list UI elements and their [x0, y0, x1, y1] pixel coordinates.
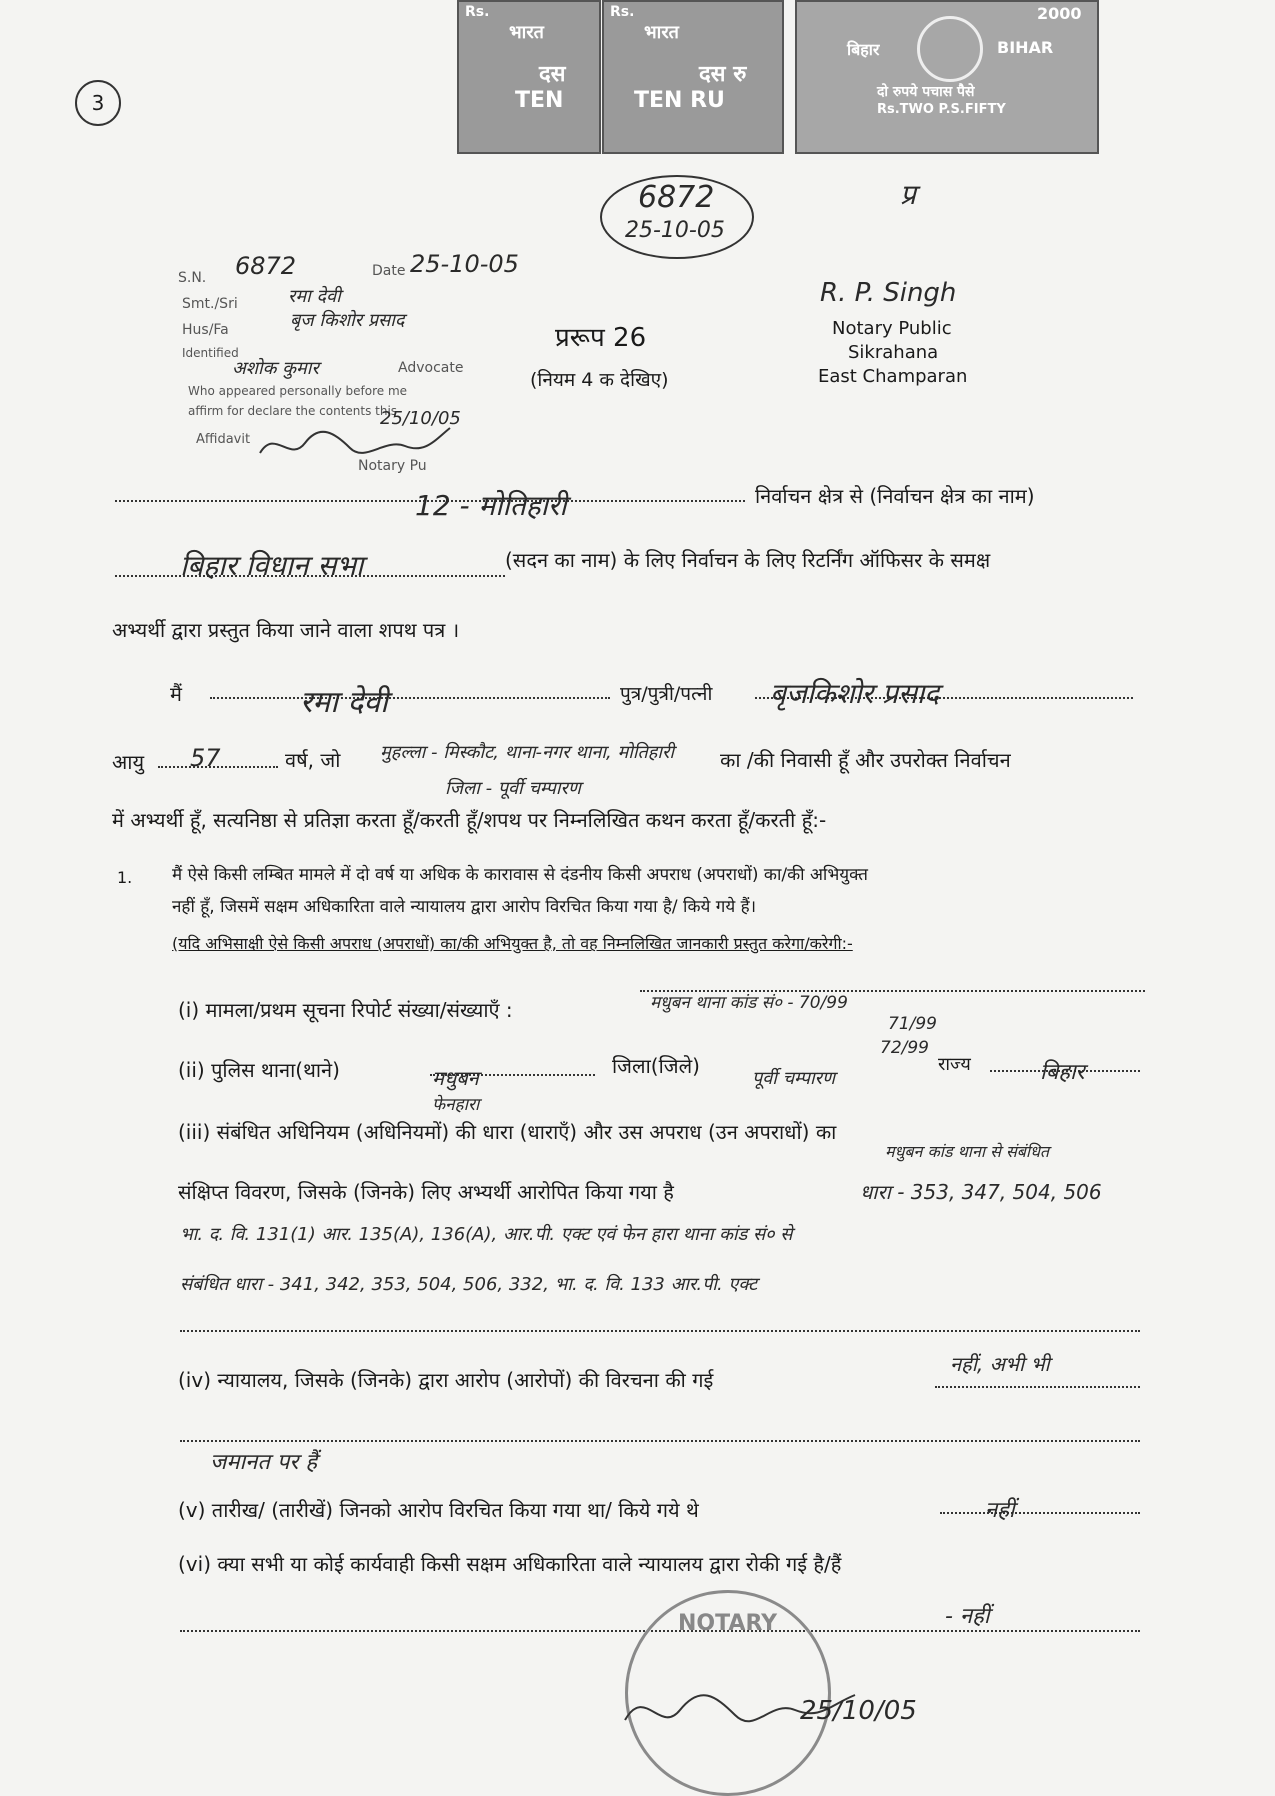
i-label: मैं	[170, 682, 182, 706]
initials: प्र	[900, 178, 916, 211]
field-vi-label: (vi) क्या सभी या कोई कार्यवाही किसी सक्षम अधिकारिता वाले न्यायालय द्वारा रोकी गई है/हैं	[178, 1552, 842, 1576]
serial-number: 6872	[638, 180, 715, 215]
item-number: 1.	[117, 868, 133, 887]
smt-value: रमा देवी	[288, 286, 341, 307]
field-iii-value-top: मधुबन कांड थाना से संबंधित	[885, 1142, 1050, 1161]
stamp-value-en: Rs.TWO P.S.FIFTY	[877, 102, 1006, 117]
field-iv-value-2: जमानत पर हैं	[210, 1450, 318, 1475]
field-iii-dots	[180, 1330, 1140, 1332]
affidavit-label: Affidavit	[196, 432, 251, 447]
field-v-dots	[940, 1512, 1140, 1514]
stamp-ten-rupees-2	[602, 0, 784, 154]
identified-label: Identified	[182, 346, 239, 360]
seal-text: NOTARY	[678, 1611, 778, 1636]
notary-pu-label: Notary Pu	[358, 458, 427, 474]
address-value: मुहल्ला - मिस्कौट, थाना-नगर थाना, मोतिहारी	[380, 742, 675, 763]
candidate-name: रमा देवी	[300, 685, 388, 720]
husband-value: बृज किशोर प्रसाद	[290, 310, 405, 331]
item1-note: (यदि अभिसाक्षी ऐसे किसी अपराध (अपराधों) का/की अभियुक्त है, तो वह निम्नलिखित जानकारी प्रस्तुत करेगा/करेगी:-	[172, 934, 853, 953]
stamp-value-en: TEN	[515, 88, 564, 113]
age-label: आयु	[112, 750, 145, 774]
stamp-value-en: TEN RU	[634, 88, 725, 113]
field-iii-detail-1: भा. द. वि. 131(1) आर. 135(A), 136(A), आर.पी. एक्ट एवं फेन हारा थाना कांड सं० से	[180, 1224, 793, 1245]
stamp-value-hi: दस रु	[699, 62, 747, 87]
address-value-2: जिला - पूर्वी चम्पारण	[445, 778, 581, 799]
date-label: Date	[372, 263, 406, 279]
sn-value: 6872	[235, 252, 297, 280]
form-title: प्ररूप 26	[555, 323, 647, 353]
stamp-rs-label: Rs.	[610, 4, 635, 20]
stamp-rs-label: Rs.	[465, 4, 490, 20]
date-value: 25-10-05	[410, 250, 519, 278]
field-iii-label-2: संक्षिप्त विवरण, जिसके (जिनके) लिए अभ्यर्थी आरोपित किया गया है	[178, 1180, 674, 1204]
husband-label: Hus/Fa	[182, 322, 229, 338]
police-station-2: फेनहारा	[432, 1095, 480, 1115]
stamp-ten-rupees-1	[457, 0, 601, 154]
stamp-value-hi: दस	[539, 62, 566, 87]
field-iv-dots-2	[180, 1440, 1140, 1442]
house-label: (सदन का नाम) के लिए निर्वाचन के लिए रिटर्निंग ऑफिसर के समक्ष	[505, 548, 991, 572]
constituency-label: निर्वाचन क्षेत्र से (निर्वाचन क्षेत्र का नाम)	[755, 484, 1035, 508]
notary-title: Notary Public	[832, 318, 952, 339]
stamp-bihar	[795, 0, 1099, 154]
sn-label: S.N.	[178, 270, 207, 286]
field-vi-value: - नहीं	[945, 1604, 990, 1629]
district-value: पूर्वी चम्पारण	[752, 1068, 836, 1089]
serial-date: 25-10-05	[625, 218, 725, 243]
field-iii-sections: धारा - 353, 347, 504, 506	[860, 1180, 1102, 1204]
notary-place: Sikrahana	[848, 342, 939, 363]
affirm-line: affirm for declare the contents this	[188, 404, 398, 418]
smt-label: Smt./Sri	[182, 296, 238, 312]
stamp-value-hi: दो रुपये पचास पैसे	[877, 84, 975, 100]
item1-text-2: नहीं हूँ, जिसमें सक्षम अधिकारिता वाले न्यायालय द्वारा आरोप विरचित किया गया है/ किये गये हैं।	[172, 897, 757, 917]
years-label: वर्ष, जो	[285, 748, 341, 772]
district-label: जिला(जिले)	[612, 1054, 700, 1078]
relation-value: बृजकिशोर प्रसाद	[770, 677, 940, 710]
field-iv-dots	[935, 1386, 1140, 1388]
field-i-label: (i) मामला/प्रथम सूचना रिपोर्ट संख्या/संख्याएँ :	[178, 998, 513, 1022]
field-v-label: (v) तारीख/ (तारीखें) जिनको आरोप विरचित किया गया था/ किये गये थे	[178, 1498, 699, 1522]
age-value: 57	[190, 744, 221, 772]
field-iii-label: (iii) संबंधित अधिनियम (अधिनियमों) की धारा (धाराएँ) और उस अपराध (उन अपराधों) का	[178, 1120, 837, 1144]
stamp-country: भारत	[509, 22, 544, 43]
state-label: राज्य	[938, 1054, 971, 1075]
stamp-year: 2000	[1037, 4, 1082, 23]
resident-label: का /की निवासी हूँ और उपरोक्त निर्वाचन	[720, 748, 1011, 772]
advocate-name: अशोक कुमार	[232, 358, 319, 379]
field-iv-label: (iv) न्यायालय, जिसके (जिनके) द्वारा आरोप (आरोपों) की विरचना की गई	[178, 1368, 714, 1392]
stamp-state-en: BIHAR	[997, 38, 1054, 57]
affidavit-intro: अभ्यर्थी द्वारा प्रस्तुत किया जाने वाला शपथ पत्र ।	[112, 618, 460, 642]
field-i-value-2: 71/99	[888, 1014, 937, 1034]
field-iii-detail-2: संबंधित धारा - 341, 342, 353, 504, 506, 332, भा. द. वि. 133 आर.पी. एक्ट	[180, 1274, 758, 1295]
house-value: बिहार विधान सभा	[180, 549, 364, 582]
field-i-value-3: 72/99	[880, 1038, 929, 1058]
emblem-icon	[917, 16, 983, 82]
state-value: बिहार	[1040, 1060, 1085, 1085]
notary-signature-date: 25/10/05	[380, 408, 461, 429]
appeared-line: Who appeared personally before me	[188, 384, 408, 398]
field-v-value: नहीं	[985, 1498, 1015, 1523]
bottom-signature-date: 25/10/05	[800, 1696, 917, 1726]
relation-label: पुत्र/पुत्री/पत्नी	[620, 683, 713, 705]
page-number: 3	[91, 91, 105, 115]
police-station: मधुबन	[432, 1066, 479, 1090]
field-iv-value: नहीं, अभी भी	[950, 1352, 1050, 1376]
field-i-value: मधुबन थाना कांड सं० - 70/99	[650, 993, 848, 1013]
page-number-circle	[75, 80, 121, 126]
constituency-value: 12 - मोतिहारी	[415, 489, 567, 522]
notary-district: East Champaran	[818, 366, 968, 387]
form-subtitle: (नियम 4 क देखिए)	[530, 369, 669, 391]
name-dots	[210, 697, 610, 699]
affirmation-line: में अभ्यर्थी हूँ, सत्यनिष्ठा से प्रतिज्ञा करता हूँ/करती हूँ/शपथ पर निम्नलिखित कथन करता हूँ/करती हूँ:-	[112, 808, 827, 832]
notary-name: R. P. Singh	[820, 278, 957, 308]
stamp-country: भारत	[644, 22, 679, 43]
field-ii-label: (ii) पुलिस थाना(थाने)	[178, 1058, 340, 1082]
item1-text-1: मैं ऐसे किसी लम्बित मामले में दो वर्ष या अधिक के कारावास से दंडनीय किसी अपराध (अपराधों) का/की अभियुक्त	[172, 865, 868, 885]
advocate-label: Advocate	[398, 360, 464, 376]
stamp-state-hi: बिहार	[847, 40, 880, 59]
